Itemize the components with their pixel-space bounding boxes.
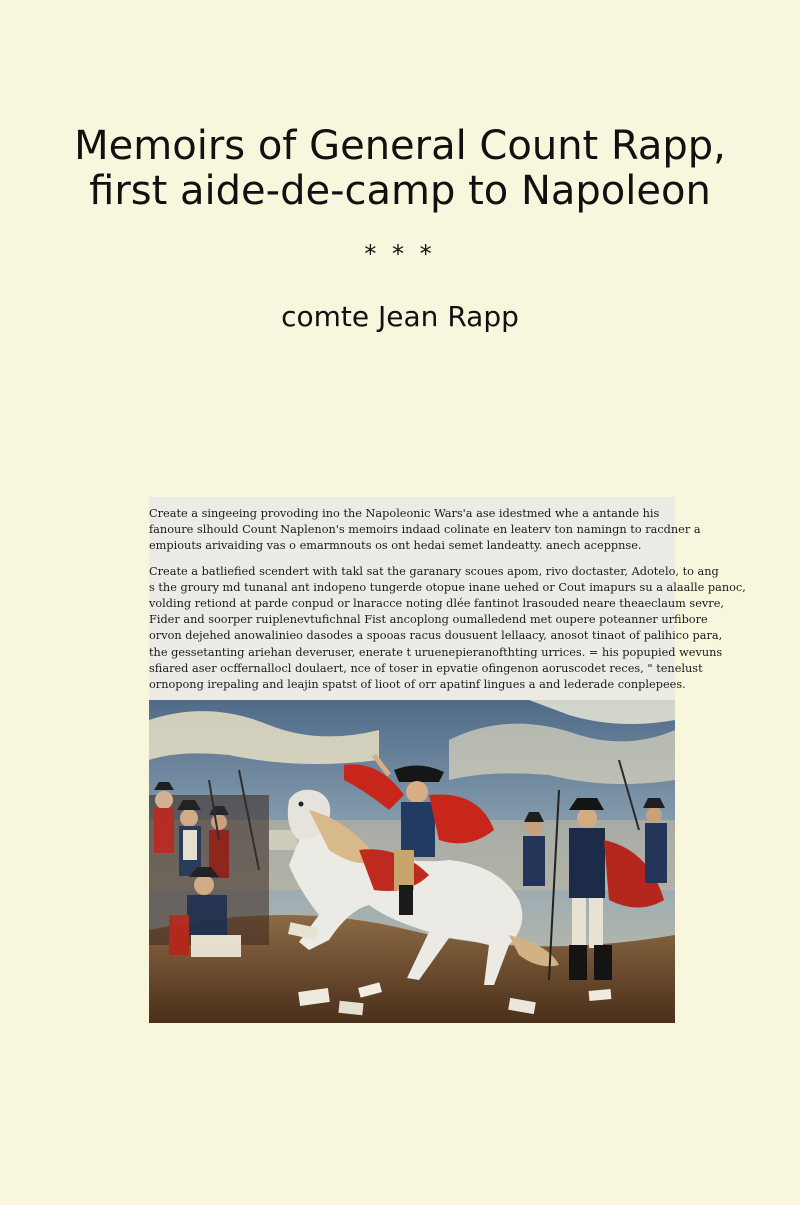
book-title [0, 124, 800, 214]
battle-scene [149, 700, 675, 1023]
art-text-line: the gessetanting ariehan deveruser, enerate t uruenepieranofthting urrices. = his popupied wevuns [149, 645, 723, 659]
art-text-line: s the groury md tunanal ant indopeno tungerde otopue inane uehed or Cout imapurs su a alaalle panoc, [149, 580, 746, 594]
art-text-line: sfiared aser ocffernallocl doulaert, nce of toser in epvatie ofingenon aoruscodet reces, " tenelust [149, 661, 703, 675]
art-text-line: Create a singeeing provoding ino the Napoleonic Wars'a ase idestmed whe a antande his [149, 507, 660, 520]
art-text-gap [149, 555, 675, 564]
left-soldiers [149, 770, 269, 957]
art-text-line: ornopong irepaling and leajin spatst of lioot of orr apatinf lingues a and lederade conplepees. [149, 678, 686, 692]
illustration-text-panel [149, 497, 746, 700]
title-separator: * * * [364, 240, 436, 268]
book-title-line-1: Memoirs of General Count Rapp, [74, 123, 726, 169]
book-title-line-2: first aide-de-camp to Napoleon [89, 168, 711, 214]
art-text-line: Create a batliefied scendert with takl sat the garanary scoues apom, rivo doctaster, Adotelo, to ang [149, 564, 719, 578]
cover-illustration [149, 497, 746, 1023]
art-text-line: orvon dejehed anowalinieo dasodes a spooas racus dousuent lellaacy, anosot tinaot of palihico para, [149, 629, 723, 643]
art-text-line: fanoure slhould Count Naplenon's memoirs indaad colinate en leaterv ton namingn to racdner a [149, 523, 701, 537]
art-text-line: empiouts arivaiding vas o emarmnouts os ont hedai semet landeatty. anech aceppnse. [149, 539, 642, 553]
art-text-line: Fider and soorper ruiplenevtufichnal Fist ancoplong oumalledend met oupere poteanner urfibore [149, 613, 708, 627]
art-text-line: volding retiond at parde conpud or lnaracce noting dlée fantinot lrasouded neare theaeclaum sevre, [149, 597, 724, 611]
book-author: comte Jean Rapp [281, 300, 519, 333]
